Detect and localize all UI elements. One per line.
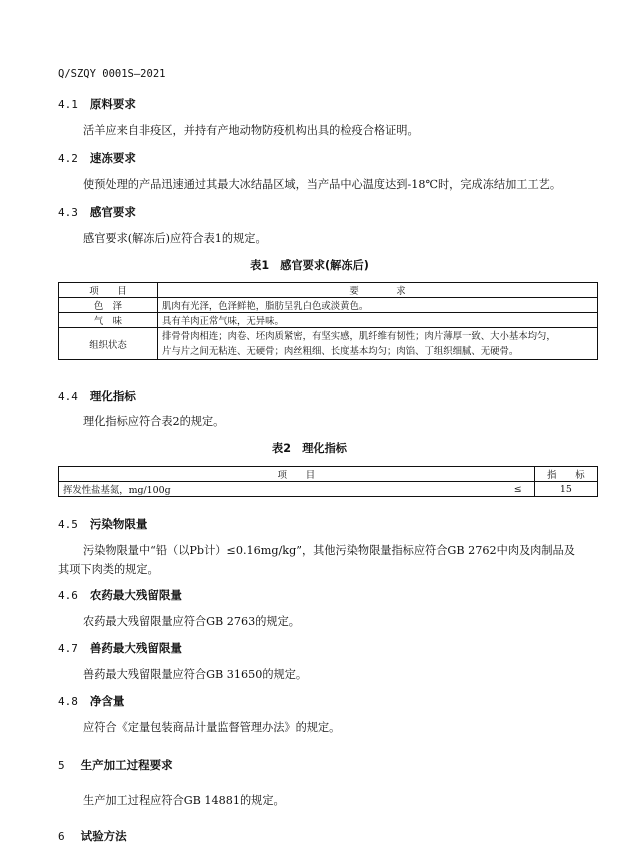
section-4-2-text: 使预处理的产品迅速通过其最大冰结晶区域，当产品中心温度达到-18℃时，完成冻结加工工艺。: [83, 178, 562, 191]
section-number: 4.4: [58, 390, 78, 403]
table1-cell-item: 气 味: [59, 313, 158, 328]
section-6-heading: [58, 828, 127, 844]
section-4-3-heading: [58, 204, 136, 220]
section-number: 4.5: [58, 518, 78, 531]
section-title: 兽药最大残留限量: [89, 641, 182, 655]
table1-header-item: 项 目: [59, 283, 158, 298]
section-5-text: 生产加工过程应符合GB 14881的规定。: [83, 794, 285, 807]
table1-caption: 表1 感官要求(解冻后): [250, 259, 369, 272]
section-title: 生产加工过程要求: [80, 758, 173, 772]
table2-caption: 表2 理化指标: [272, 442, 347, 455]
section-title: 速冻要求: [89, 151, 136, 165]
section-4-3-text: 感官要求(解冻后)应符合表1的规定。: [83, 232, 267, 245]
table-row: [59, 328, 598, 360]
section-title: 污染物限量: [89, 517, 148, 531]
section-4-8-text: 应符合《定量包装商品计量监督管理办法》的规定。: [83, 721, 341, 734]
section-title: 理化指标: [89, 389, 136, 403]
section-4-5-heading: [58, 516, 147, 532]
section-4-1-heading: [58, 96, 136, 112]
section-number: 4.6: [58, 589, 78, 602]
section-number: 4.8: [58, 695, 78, 708]
section-4-5-text-line2: 其项下肉类的规定。: [58, 563, 159, 576]
table2-header-item: 项 目: [59, 467, 535, 482]
table2: [58, 466, 598, 497]
section-4-4-heading: [58, 388, 136, 404]
section-title: 净含量: [89, 694, 125, 708]
section-4-7-heading: [58, 640, 182, 656]
section-title: 原料要求: [89, 97, 136, 111]
section-4-4-text: 理化指标应符合表2的规定。: [83, 415, 225, 428]
section-5-heading: [58, 757, 173, 773]
table1-cell-item: 色 泽: [59, 298, 158, 313]
table1-cell-req: [158, 328, 598, 360]
section-4-6-text: 农药最大残留限量应符合GB 2763的规定。: [83, 615, 300, 628]
table1-req-line: 片与片之间无粘连、无硬骨；肉丝粗细、长度基本均匀；肉馅、丁组织细腻、无硬骨。: [162, 345, 519, 357]
section-number: 4.2: [58, 152, 78, 165]
table1-req-line: 排骨骨肉相连；肉卷、坯肉质紧密，有坚实感，肌纤维有韧性；肉片薄厚一致、大小基本均匀，: [162, 330, 556, 342]
table2-header-value: 指 标: [534, 467, 597, 482]
table-row: [59, 313, 598, 328]
section-title: 感官要求: [89, 205, 136, 219]
table1-cell-req: 肌肉有光泽，色泽鲜艳，脂肪呈乳白色或淡黄色。: [158, 298, 598, 313]
table-row: [59, 298, 598, 313]
section-number: 4.7: [58, 642, 78, 655]
table2-cell-item: 挥发性盐基氮，mg/100g: [59, 482, 498, 497]
table1-cell-item: 组织状态: [59, 328, 158, 360]
section-4-8-heading: [58, 693, 124, 709]
section-4-7-text: 兽药最大残留限量应符合GB 31650的规定。: [83, 668, 308, 681]
section-number: 4.3: [58, 206, 78, 219]
table2-cell-op: ≤: [498, 482, 535, 497]
doc-code: Q/SZQY 0001S—2021: [58, 68, 166, 80]
table1: [58, 282, 598, 360]
table2-cell-value: 15: [534, 482, 597, 497]
table-row: [59, 482, 598, 497]
section-4-6-heading: [58, 587, 182, 603]
section-4-2-heading: [58, 150, 136, 166]
section-title: 试验方法: [80, 829, 127, 843]
section-4-1-text: 活羊应来自非疫区，并持有产地动物防疫机构出具的检疫合格证明。: [83, 124, 419, 137]
section-number: 4.1: [58, 98, 78, 111]
section-number: 6: [58, 830, 65, 843]
table1-cell-req: 具有羊肉正常气味，无异味。: [158, 313, 598, 328]
section-title: 农药最大残留限量: [89, 588, 182, 602]
section-4-5-text-line1: 污染物限量中“铅（以Pb计）≤0.16mg/kg”，其他污染物限量指标应符合GB 2762中肉及肉制品及: [83, 544, 575, 557]
table1-header-req: 要 求: [158, 283, 598, 298]
section-number: 5: [58, 759, 65, 772]
